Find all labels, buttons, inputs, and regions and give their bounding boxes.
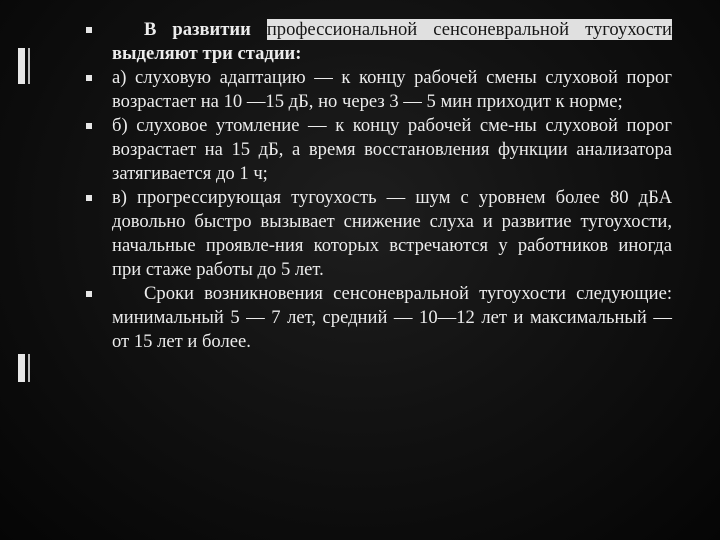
decor-bar-top <box>18 48 25 84</box>
square-bullet-icon <box>86 123 92 129</box>
list-item <box>86 114 672 186</box>
decor-line-bottom <box>28 354 30 382</box>
stage-b-text: б) слуховое утомление — к концу рабочей сме-ны слуховой порог возрастает на 15 дБ, а время восстановления функции анализатора затягивается до 1 ч; <box>112 115 672 184</box>
intro-text-start: В развитии <box>144 19 267 40</box>
decor-bar-bottom <box>18 354 25 382</box>
square-bullet-icon <box>86 195 92 201</box>
square-bullet-icon <box>86 27 92 33</box>
intro-text-end: выделяют три стадии: <box>112 43 302 64</box>
list-item <box>86 66 672 114</box>
bullet-list <box>86 18 672 354</box>
square-bullet-icon <box>86 291 92 297</box>
stage-c-text: в) прогрессирующая тугоухость — шум с уровнем более 80 дБА довольно быстро вызывает снижение слуха и развитие тугоухости, начальные проявле-ния которых встречаются у работников иногда при стаже работы до 5 лет. <box>112 187 672 280</box>
highlighted-term: профессиональной сенсоневральной тугоухости <box>266 19 672 40</box>
onset-terms-text: Сроки возникновения сенсоневральной тугоухости следующие: минимальный 5 — 7 лет, средний — 10—12 лет и максимальный — от 15 лет и более. <box>112 283 672 352</box>
square-bullet-icon <box>86 75 92 81</box>
stage-a-text: а) слуховую адаптацию — к концу рабочей смены слуховой порог возрастает на 10 —15 дБ, но через 3 — 5 мин приходит к норме; <box>112 67 672 112</box>
decor-line-top <box>28 48 30 84</box>
list-item <box>86 18 672 66</box>
list-item <box>86 186 672 282</box>
list-item <box>86 282 672 354</box>
